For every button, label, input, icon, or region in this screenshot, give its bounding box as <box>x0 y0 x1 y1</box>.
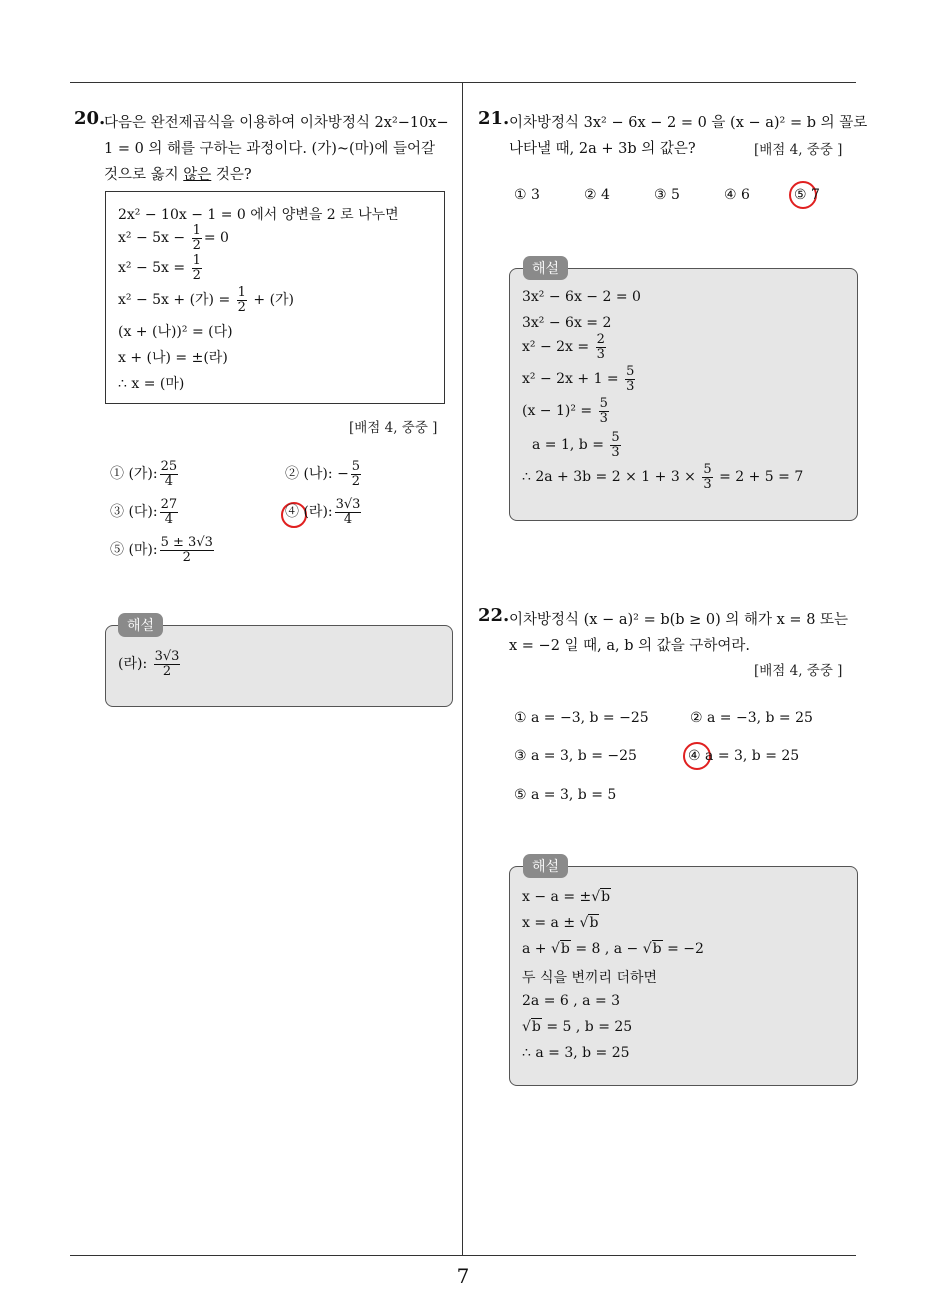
option-1[interactable]: ① (가): $\frac{25}{4}$ <box>110 459 178 489</box>
box-line: x² − 5x = $\frac{1}{2}$ <box>118 253 201 283</box>
derivation-box <box>105 191 445 404</box>
solution-tag: 해설 <box>118 613 163 637</box>
solution-line: √b = 5 , b = 25 <box>522 1019 633 1035</box>
option-5[interactable]: ⑤ a = 3, b = 5 <box>514 787 617 803</box>
option-4[interactable]: ④ 6 <box>724 187 750 203</box>
solution-box <box>105 625 453 707</box>
underlined-word: 않은 <box>183 167 212 183</box>
score-label: [배점 4, 중중 ] <box>754 663 843 679</box>
column-divider <box>462 82 463 1255</box>
option-2[interactable]: ② (나): − $\frac{5}{2}$ <box>285 459 361 489</box>
option-4[interactable]: ④ a = 3, b = 25 <box>688 748 800 764</box>
question-number: 21. <box>478 108 510 129</box>
solution-line: (x − 1)² = $\frac{5}{3}$ <box>522 396 608 426</box>
page-number: 7 <box>456 1264 470 1288</box>
option-5[interactable]: ⑤ 7 <box>794 187 820 203</box>
score-label: [배점 4, 중중 ] <box>754 142 843 158</box>
solution-line: ∴ a = 3, b = 25 <box>522 1045 630 1061</box>
bottom-rule <box>70 1255 856 1256</box>
solution-line: 두 식을 변끼리 더하면 <box>522 970 658 986</box>
box-line: (x + (나))² = (다) <box>118 324 233 340</box>
question-stem-line: 다음은 완전제곱식을 이용하여 이차방정식 2x²−10x− <box>104 115 449 131</box>
solution-line: x − a = ±√b <box>522 889 611 905</box>
solution-line: 3x² − 6x − 2 = 0 <box>522 289 641 305</box>
option-3[interactable]: ③ a = 3, b = −25 <box>514 748 637 764</box>
option-3[interactable]: ③ 5 <box>654 187 680 203</box>
question-stem-line: 1 = 0 의 해를 구하는 과정이다. (가)~(마)에 들어갈 <box>104 141 435 157</box>
question-number: 22. <box>478 605 510 626</box>
option-1[interactable]: ① a = −3, b = −25 <box>514 710 649 726</box>
box-line: x + (나) = ±(라) <box>118 350 228 366</box>
score-label: [배점 4, 중중 ] <box>349 420 438 436</box>
option-2[interactable]: ② 4 <box>584 187 610 203</box>
option-2[interactable]: ② a = −3, b = 25 <box>690 710 813 726</box>
box-line: x² − 5x − $\frac{1}{2}$ = 0 <box>118 223 229 253</box>
solution-line: ∴ 2a + 3b = 2 × 1 + 3 × $\frac{5}{3}$ = 2 + 5 = 7 <box>522 462 804 492</box>
solution-line: 3x² − 6x = 2 <box>522 315 612 331</box>
box-line: 2x² − 10x − 1 = 0 에서 양변을 2 로 나누면 <box>118 207 399 223</box>
option-3[interactable]: ③ (다): $\frac{27}{4}$ <box>110 497 178 527</box>
top-rule <box>70 82 856 83</box>
option-4[interactable]: ④ (라): $\frac{3√3}{4}$ <box>285 497 361 527</box>
solution-box <box>509 268 858 521</box>
solution-tag: 해설 <box>523 854 568 878</box>
option-1[interactable]: ① 3 <box>514 187 540 203</box>
solution-tag: 해설 <box>523 256 568 280</box>
solution-line: x = a ± √b <box>522 915 599 931</box>
question-stem-line: 나타낼 때, 2a + 3b 의 값은? <box>509 141 696 157</box>
question-stem-line: 것으로 옳지 않은 것은? <box>104 167 252 183</box>
solution-line: x² − 2x + 1 = $\frac{5}{3}$ <box>522 364 635 394</box>
box-line: x² − 5x + (가) = $\frac{1}{2}$ + (가) <box>118 285 295 315</box>
solution-line: a + √b = 8 , a − √b = −2 <box>522 941 704 957</box>
option-5[interactable]: ⑤ (마): $\frac{5 \pm 3√3}{2}$ <box>110 535 213 565</box>
box-line: ∴ x = (마) <box>118 376 185 392</box>
question-stem-line: 이차방정식 (x − a)² = b(b ≥ 0) 의 해가 x = 8 또는 <box>509 612 849 628</box>
solution-line: 2a = 6 , a = 3 <box>522 993 621 1009</box>
solution-box <box>509 866 858 1086</box>
solution-line: (라): $\frac{3√3}{2}$ <box>118 649 180 679</box>
question-stem-line: x = −2 일 때, a, b 의 값을 구하여라. <box>509 638 751 654</box>
question-number: 20. <box>74 108 106 129</box>
solution-line: x² − 2x = $\frac{2}{3}$ <box>522 332 605 362</box>
solution-line: a = 1, b = $\frac{5}{3}$ <box>532 430 620 460</box>
question-stem-line: 이차방정식 3x² − 6x − 2 = 0 을 (x − a)² = b 의 꼴로 <box>509 115 868 131</box>
